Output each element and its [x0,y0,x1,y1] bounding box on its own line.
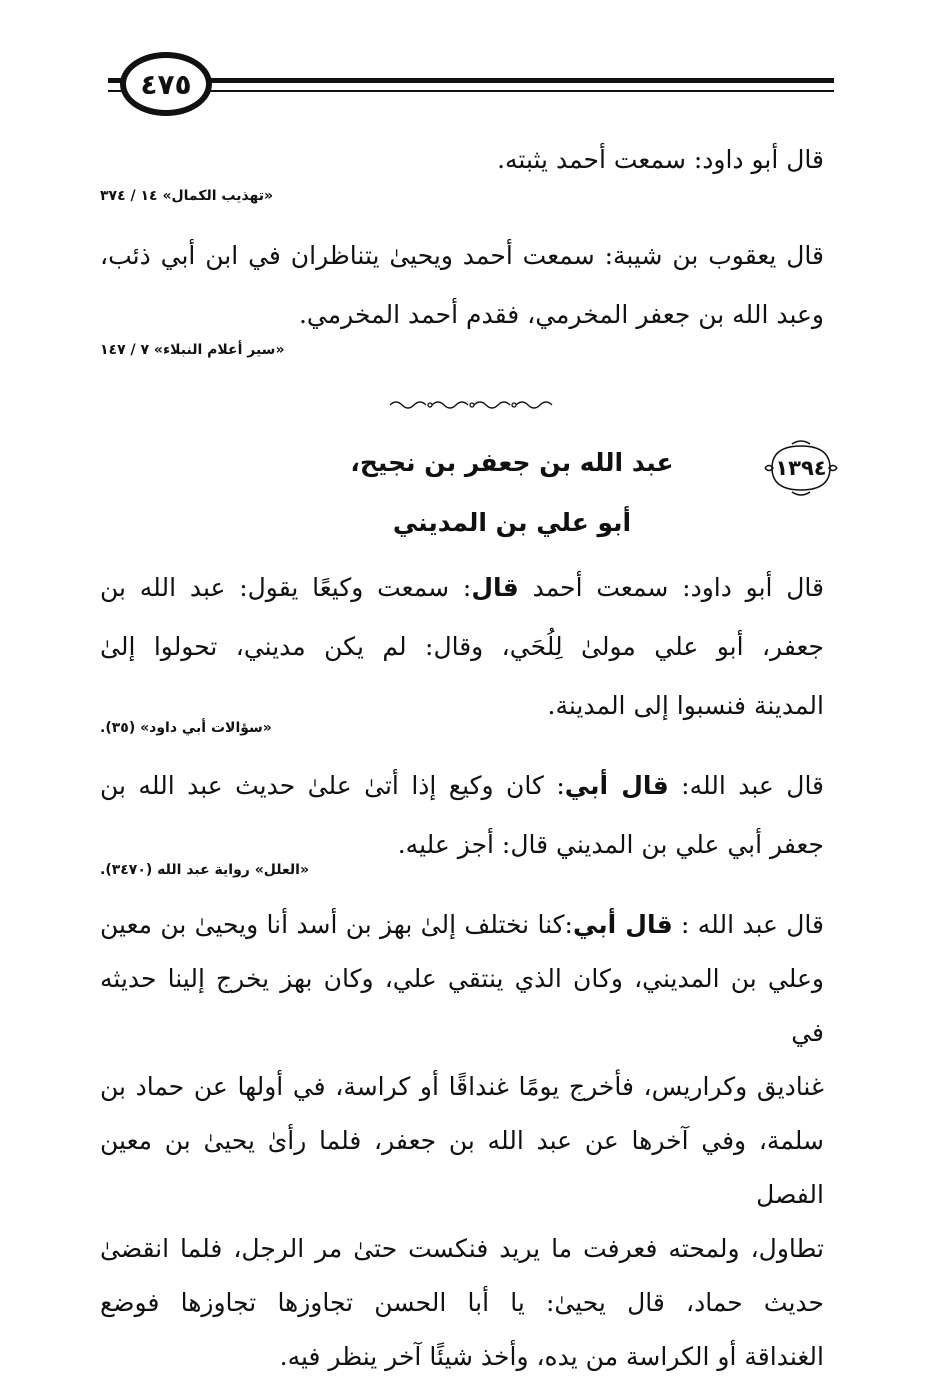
text-line: تطاول، ولمحته فعرفت ما يريد فنكست حتىٰ مر الرجل، فلما انقضىٰ [100,1234,824,1263]
text-run: : كان وكيع إذا أتىٰ علىٰ حديث عبد الله بن [100,771,565,800]
text-run: قال أبو داود: سمعت أحمد [518,573,824,602]
text-line: جعفر، أبو علي مولىٰ لِلُحَي، وقال: لم يكن مديني، تحولوا إلىٰ [100,632,824,661]
header-rule-thin [108,90,834,92]
paragraph-abu-dawud [100,558,824,735]
header-rule [108,78,834,83]
text-run: :كنا نختلف إلىٰ بهز بن أسد أنا ويحيىٰ بن معين [100,910,573,939]
text-line: وعبد الله بن جعفر المخرمي، فقدم أحمد المخرمي. [298,300,824,329]
entry-title: عبد الله بن جعفر بن نجيح، [350,448,674,477]
entry-number: ١٣٩٤ [775,456,827,480]
source-citation: «سؤالات أبي داود» (٣٥). [100,720,272,736]
bold-term: قال أبي [572,910,673,939]
text-line: الغنداقة أو الكراسة من يده، وأخذ شيئًا آخر ينظر فيه. [279,1342,824,1371]
text-run: قال عبد الله: [668,771,825,800]
text-run: قال عبد الله : [672,910,824,939]
paragraph-abdullah-2 [100,898,824,1384]
bold-term: قال [471,573,519,602]
quote-abu-dawud [100,130,824,189]
page-number: ٤٧٥ [120,52,212,116]
text-line: وعلي بن المديني، وكان الذي ينتقي علي، وكان بهز يخرج إلينا حديثه في [100,964,824,1047]
text-line: جعفر أبي علي بن المديني قال: أجز عليه. [397,830,824,859]
text-line: قال يعقوب بن شيبة: سمعت أحمد ويحيىٰ يتناظران في ابن أبي ذئب، [100,241,824,270]
text-line: حديث حماد، قال يحيىٰ: يا أبا الحسن تجاوزها تجاوزها فوضع [100,1288,824,1317]
source-citation: «العلل» رواية عبد الله (٣٤٧٠). [100,862,309,878]
text-run: : سمعت وكيعًا يقول: عبد الله بن [100,573,472,602]
quote-yaqub [100,226,824,344]
ornament-icon [386,398,554,412]
bold-term: قال أبي [564,771,669,800]
text-line: المدينة فنسبوا إلى المدينة. [547,691,824,720]
source-citation: «تهذيب الكمال» ١٤ / ٣٧٤ [100,188,274,204]
text-line [100,558,824,617]
text-line: غناديق وكراريس، فأخرج يومًا غنداقًا أو كراسة، في أولها عن حماد بن [100,1072,824,1101]
ornament-divider [386,398,554,412]
paragraph-abdullah-1 [100,756,824,874]
text-line [100,898,824,952]
text-line [100,756,824,815]
entry-subtitle: أبو علي بن المديني [392,508,632,537]
source-citation: «سير أعلام النبلاء» ٧ / ١٤٧ [100,342,285,358]
text-line: سلمة، وفي آخرها عن عبد الله بن جعفر، فلما رأىٰ يحيىٰ بن معين الفصل [100,1126,824,1209]
text-line: قال أبو داود: سمعت أحمد يثبته. [497,145,824,174]
